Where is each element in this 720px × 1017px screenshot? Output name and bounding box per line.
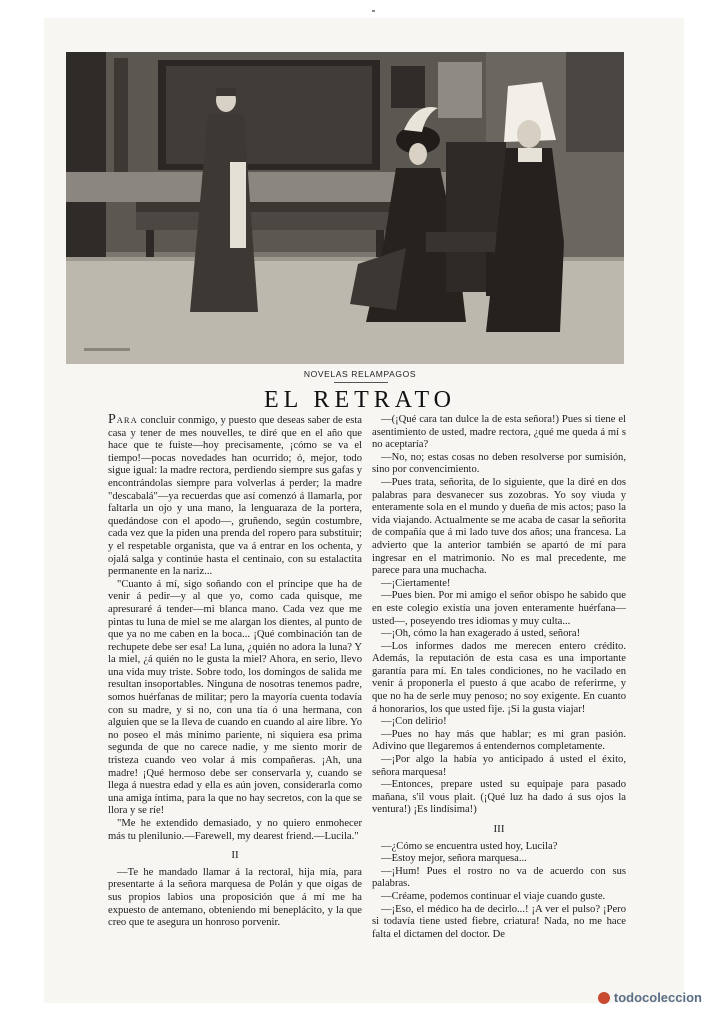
paragraph: —No, no; estas cosas no deben resolverse por sumisión, sino por convencimiento.: [372, 451, 626, 476]
paragraph-text: concluir conmigo, y puesto que deseas saber de esta casa y tener de mes nouvelles, te diré que en el año que hace que te fuiste—hoy precisamente, ¡cómo se va el tiempo!—pocas novedades han ocurrido; ó, mejor, todo sigue igual: la madre rectora, perdiendo siempre sus gafas y encontrándolas siempre para volverlas á perder; la madre "descabalá"—ya recuerdas que así comenzó á llamarla, por faltarla un ojo y una mano, la lenguaraza de la portera, quedándose con el apodo—, gruñendo, según costumbre, cada vez que la piden una prenda del ropero para substituir; y el respetable organista, que va á entrar en los ochenta, y ojalá salga y continúe hasta el centinaio, con su estalactita permanente en la nariz...: [108, 415, 362, 578]
text-column-left: [108, 414, 362, 930]
paper-speck: [372, 10, 375, 12]
paragraph: —¡Por algo la había yo anticipado á usted el éxito, señora marquesa!: [372, 754, 626, 778]
section-number: III: [493, 823, 505, 835]
paragraph: —Pues bien. Por mi amigo el señor obispo he sabido que en este colegio existía una joven enteramente huérfana—usted—, poseyendo tres idiomas y muy culta...: [372, 590, 626, 627]
story-title: EL RETRATO: [264, 387, 456, 413]
paragraph: —¿Cómo se encuentra usted hoy, Lucila?: [381, 840, 558, 852]
paragraph: "Cuanto á mí, sigo soñando con el príncipe que ha de venir á pedir—y al que yo, como cada quisque, me apresuraré á tender—mi blanca mano. Cada vez que me pintas tu luna de miel se me alargan los dientes, al punto de que ya no me caben en la boca... ¡Qué combinación tan de rechupete debe ser esa! La luna, ¿quién no adora la luna? Y la miel, ¿á quién no le gusta la miel? Ahora, en serio, llevo una vida muy triste. Sobre todo, los domingos de salida me resultan insoportables. Ninguna de nosotras tenemos padre, somos huérfanas de militar; pero la mayoría cuenta todavía con su madre, y si no, con una tía ó una hermana, con alguien que se la lleva de cuando en cuando al aire libre. Yo no poseo el más mínimo pariente, ni siquiera esa prima segunda de que no carece nadie, y me siento morir de tristeza cuando veo volar á mis compañeras. ¡Ah, una madre! ¡Qué hermoso debe ser conservarla y, cuando se llega á nuestra edad y ella es aún joven, considerarla como una amiga íntima, para la que no hay secretos, con la que se llora y se ríe!: [108, 578, 362, 817]
heading-rule: [334, 382, 388, 383]
paragraph: —Te he mandado llamar á la rectoral, hija mía, para presentarte á la señora marquesa de Polán y que oigas de sus propios labios una proposición que á mí me ha expuesto de antemano, obteniendo mi beneplácito, y la que creo que te asegura un honroso porvenir.: [108, 866, 362, 929]
paragraph: [108, 414, 362, 579]
paragraph: —Pues no hay más que hablar; es mi gran pasión. Adivino que llegaremos á entendernos completamente.: [372, 728, 626, 753]
paragraph: —¡Con delirio!: [381, 716, 447, 728]
paragraph: —¡Eso, el médico ha de decirlo...! ¡A ver el pulso? ¡Pero si todavía tiene usted fiebre, criatura! Nada, no me hace falta el dictamen del doctor. De: [372, 903, 626, 940]
paragraph: —Los informes dados me merecen entero crédito. Además, la reputación de esta casa es una importante garantía para mí. En tales condiciones, no he vacilado en venir á proponerla el puesto á que acabo de referirme, y que no ha de serle muy penoso; no soy exigente. En cuanto á honorarios, los que usted fije. ¡Si la gusta viajar!: [372, 640, 626, 715]
paragraph: —¡Oh, cómo la han exagerado á usted, señora!: [381, 628, 581, 640]
series-heading: NOVELAS RELAMPAGOS: [303, 369, 417, 379]
paragraph: —¡Hum! Pues el rostro no va de acuerdo con sus palabras.: [372, 865, 626, 890]
paragraph: —(¡Qué cara tan dulce la de esta señora!) Pues si tiene el asentimiento de usted, madre rectora, ¿qué me queda á mí s no aceptaría?: [372, 414, 626, 451]
paragraph: —¡Ciertamente!: [381, 577, 451, 589]
paragraph: —Pues trata, señorita, de lo siguiente, que la diré en dos palabras para desvanecer sus zozobras. Yo soy viuda y enteramente sola en el mundo y dueña de mis actos; paso la vida viajando. Actualmente se me acaba de casar la señorita de compañía que á mi lado tuve dos años; una francesa. La advierto que la anterior también se apartó de mí para ingresar en el matrimonio. No es mal precedente, me parece para una muchacha.: [372, 476, 626, 577]
watermark: [598, 990, 702, 1005]
illustration-photo: [66, 52, 624, 364]
text-column-right: [372, 414, 626, 941]
paragraph: "Me he extendido demasiado, y no quiero enmohecer más tu plenilunio.—Farewell, my dearest friend.—Lucila.": [108, 818, 362, 842]
watermark-logo-icon: [598, 992, 610, 1004]
paragraph: —Estoy mejor, señora marquesa...: [381, 853, 527, 865]
paragraph: —Créame, podemos continuar el viaje cuando guste.: [381, 890, 606, 902]
small-caps-lead: ARA: [116, 415, 138, 425]
paragraph: —Entonces, prepare usted su equipaje para pasado mañana, s'il vous plait. (¡Qué luz ha dado á sus ojos la ventura!) ¡Es lindísima!): [372, 779, 626, 816]
watermark-brand: todocoleccion: [613, 990, 702, 1005]
section-number: II: [231, 849, 239, 862]
drop-cap: P: [108, 412, 117, 427]
